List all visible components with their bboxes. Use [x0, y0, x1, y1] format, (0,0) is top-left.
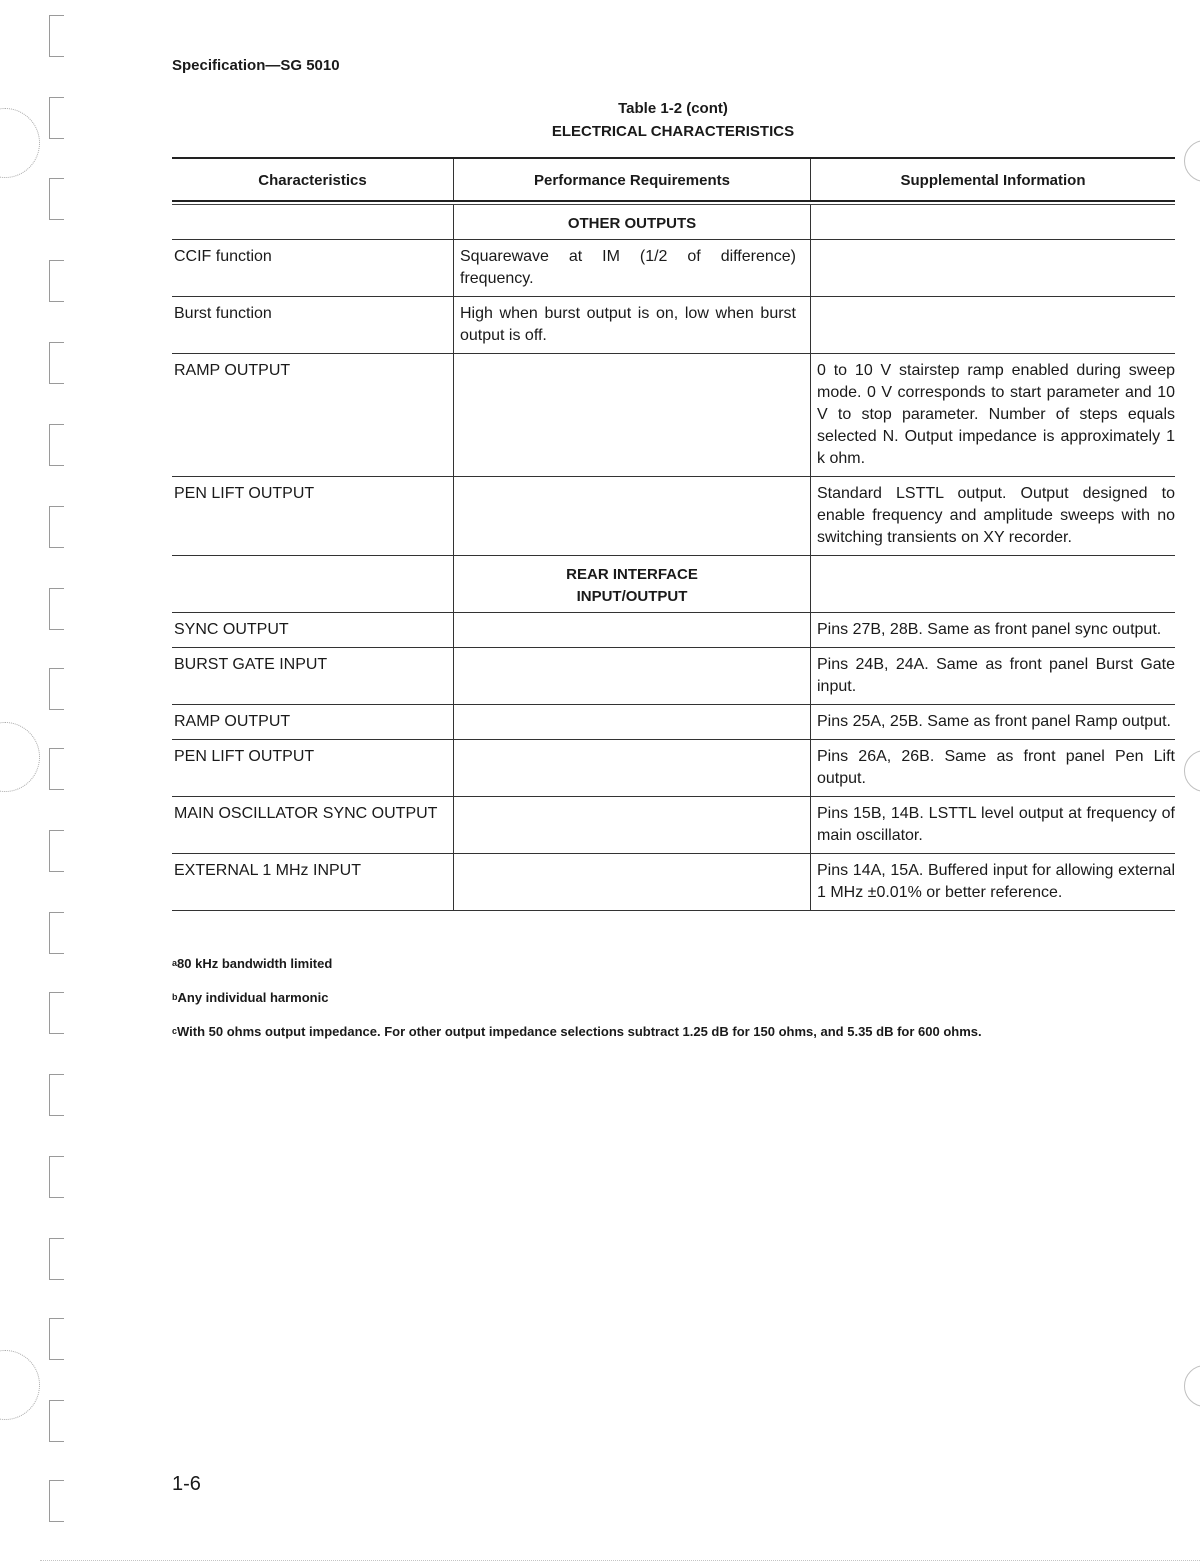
- performance-cell: [453, 648, 810, 704]
- margin-mark: [49, 1238, 64, 1280]
- performance-cell: [453, 354, 810, 476]
- binder-hole: [0, 108, 40, 178]
- section-heading-line: REAR INTERFACE: [566, 566, 698, 583]
- table-row: [172, 648, 1175, 705]
- margin-mark: [49, 15, 64, 57]
- supplemental-cell: [810, 240, 1175, 296]
- footnote: [172, 1023, 1182, 1041]
- table-section-row: [172, 556, 1175, 613]
- characteristic-cell: PEN LIFT OUTPUT: [174, 748, 315, 765]
- footnotes: [172, 955, 1182, 1057]
- table-row: [172, 354, 1175, 477]
- characteristic-cell: RAMP OUTPUT: [174, 713, 291, 730]
- performance-cell: [453, 854, 810, 910]
- characteristic-cell: EXTERNAL 1 MHz INPUT: [174, 862, 361, 879]
- table-row: [172, 705, 1175, 740]
- characteristics-table: [172, 157, 1175, 911]
- table-header-row: [172, 159, 1175, 202]
- characteristic-cell: BURST GATE INPUT: [174, 656, 328, 673]
- performance-cell: High when burst output is on, low when burst output is off.: [453, 297, 810, 353]
- column-header: Supplemental Information: [810, 159, 1175, 200]
- characteristic-cell: Burst function: [174, 305, 272, 322]
- footnote: [172, 989, 1182, 1007]
- table-section-row: [172, 205, 1175, 240]
- characteristic-cell: RAMP OUTPUT: [174, 362, 291, 379]
- performance-cell: [453, 705, 810, 739]
- binder-hole: [1184, 1365, 1200, 1407]
- section-heading: [453, 556, 810, 612]
- supplemental-cell: [810, 297, 1175, 353]
- margin-mark: [49, 912, 64, 954]
- table-row: [172, 240, 1175, 297]
- performance-cell: [453, 613, 810, 647]
- margin-mark: [49, 260, 64, 302]
- supplemental-cell: [810, 205, 1175, 239]
- table-row: [172, 477, 1175, 556]
- margin-mark: [49, 424, 64, 466]
- supplemental-cell: Pins 24B, 24A. Same as front panel Burst Gate input.: [810, 648, 1175, 704]
- table-row: [172, 740, 1175, 797]
- supplemental-cell: Pins 15B, 14B. LSTTL level output at frequency of main oscillator.: [810, 797, 1175, 853]
- performance-cell: [453, 477, 810, 555]
- section-heading-line: OTHER OUTPUTS: [567, 215, 697, 232]
- margin-mark: [49, 342, 64, 384]
- margin-mark: [49, 1400, 64, 1442]
- supplemental-cell: Pins 25A, 25B. Same as front panel Ramp output.: [810, 705, 1175, 739]
- margin-mark: [49, 668, 64, 710]
- footnote-text: Any individual harmonic: [177, 990, 329, 1005]
- footnote: [172, 955, 1182, 973]
- margin-mark: [49, 178, 64, 220]
- column-header: Characteristics: [258, 172, 367, 189]
- binder-hole: [1184, 750, 1200, 792]
- margin-mark: [49, 992, 64, 1034]
- performance-cell: [453, 797, 810, 853]
- table-caption: Table 1-2 (cont): [618, 100, 728, 117]
- section-heading-line: INPUT/OUTPUT: [576, 588, 688, 605]
- characteristic-cell: [172, 205, 453, 239]
- margin-mark: [49, 1480, 64, 1522]
- table-body: [172, 205, 1175, 911]
- supplemental-cell: [810, 556, 1175, 612]
- characteristic-cell: MAIN OSCILLATOR SYNC OUTPUT: [174, 805, 438, 822]
- table-row: [172, 613, 1175, 648]
- margin-mark: [49, 588, 64, 630]
- binder-hole: [0, 722, 40, 792]
- margin-mark: [49, 97, 64, 139]
- characteristic-cell: CCIF function: [174, 248, 272, 265]
- performance-cell: Squarewave at IM (1/2 of difference) frequency.: [453, 240, 810, 296]
- margin-mark: [49, 748, 64, 790]
- margin-mark: [49, 506, 64, 548]
- margin-mark: [49, 830, 64, 872]
- table-title: ELECTRICAL CHARACTERISTICS: [551, 123, 795, 140]
- table-row: [172, 297, 1175, 354]
- margin-mark: [49, 1074, 64, 1116]
- characteristic-cell: PEN LIFT OUTPUT: [174, 485, 315, 502]
- footnote-mark: c: [172, 1026, 178, 1036]
- table-row: [172, 797, 1175, 854]
- footnote-mark: a: [172, 958, 178, 968]
- footnote-mark: b: [172, 992, 178, 1002]
- column-header: Performance Requirements: [453, 159, 810, 200]
- supplemental-cell: Pins 26A, 26B. Same as front panel Pen Lift output.: [810, 740, 1175, 796]
- supplemental-cell: 0 to 10 V stairstep ramp enabled during sweep mode. 0 V corresponds to start parameter and 10 V to stop parameter. Number of steps equals selected N. Output impedance is approximately 1 k ohm.: [810, 354, 1175, 476]
- scan-edge: [40, 1560, 1200, 1561]
- characteristic-cell: [172, 556, 453, 612]
- performance-cell: [453, 740, 810, 796]
- footnote-text: 80 kHz bandwidth limited: [177, 956, 333, 971]
- footnote-text: With 50 ohms output impedance. For other output impedance selections subtract 1.25 dB for 150 ohms, and 5.35 dB for 600 ohms.: [177, 1024, 982, 1039]
- supplemental-cell: Standard LSTTL output. Output designed to enable frequency and amplitude sweeps with no switching transients on XY recorder.: [810, 477, 1175, 555]
- table-row: [172, 854, 1175, 911]
- margin-mark: [49, 1318, 64, 1360]
- section-heading: [453, 205, 810, 239]
- page-number: 1-6: [172, 1473, 201, 1495]
- supplemental-cell: Pins 14A, 15A. Buffered input for allowing external 1 MHz ±0.01% or better reference.: [810, 854, 1175, 910]
- characteristic-cell: SYNC OUTPUT: [174, 621, 289, 638]
- margin-mark: [49, 1156, 64, 1198]
- supplemental-cell: Pins 27B, 28B. Same as front panel sync output.: [810, 613, 1175, 647]
- binder-hole: [1184, 140, 1200, 182]
- page-header: Specification—SG 5010: [172, 57, 340, 74]
- binder-hole: [0, 1350, 40, 1420]
